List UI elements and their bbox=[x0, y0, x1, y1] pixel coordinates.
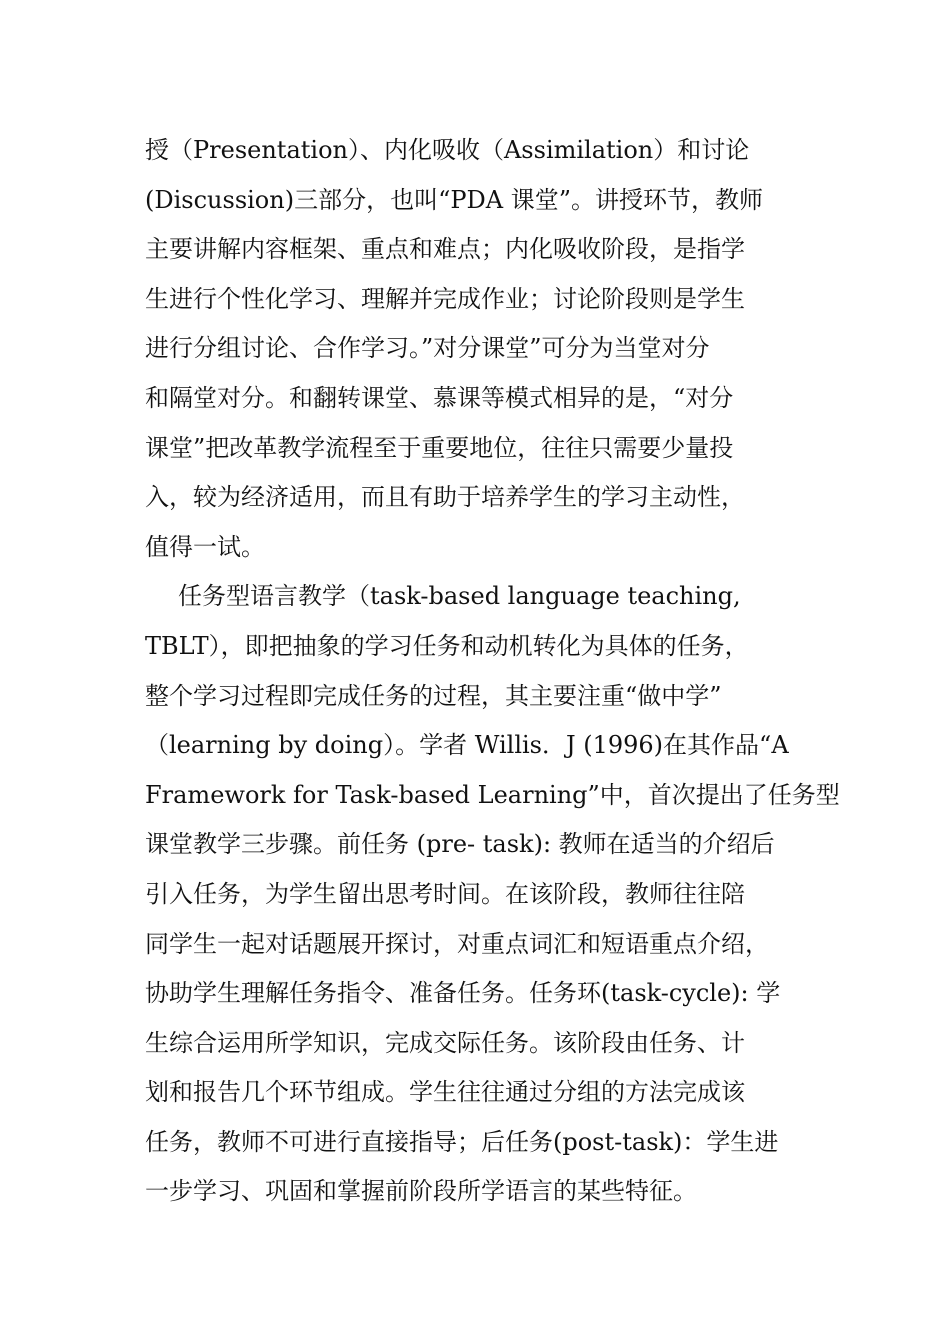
paragraph-pda-classroom bbox=[145, 126, 810, 572]
paragraph-tblt bbox=[145, 572, 840, 1217]
document-body bbox=[145, 126, 840, 1217]
text-line: 课堂”把改革教学流程至于重要地位，往往只需要少量投 bbox=[145, 433, 734, 462]
text-line: 课堂教学三步骤。前任务 (pre- task): 教师在适当的介绍后 bbox=[145, 830, 775, 859]
text-line: 任务，教师不可进行直接指导；后任务(post-task)：学生进 bbox=[145, 1127, 779, 1156]
text-line: 整个学习过程即完成任务的过程，其主要注重“做中学” bbox=[145, 681, 722, 710]
text-line: 引入任务，为学生留出思考时间。在该阶段，教师往往陪 bbox=[145, 879, 745, 908]
text-line: （learning by doing）。学者 Willis．J (1996)在其作品“A bbox=[145, 731, 789, 760]
text-line: TBLT），即把抽象的学习任务和动机转化为具体的任务， bbox=[145, 631, 749, 660]
text-line: 划和报告几个环节组成。学生往往通过分组的方法完成该 bbox=[145, 1078, 745, 1107]
text-line: 生综合运用所学知识，完成交际任务。该阶段由任务、计 bbox=[145, 1028, 745, 1057]
text-line-indented: 任务型语言教学（task-based language teaching, bbox=[178, 582, 741, 611]
text-line: 和隔堂对分。和翻转课堂、慕课等模式相异的是，“对分 bbox=[145, 383, 734, 412]
text-line: 协助学生理解任务指令、准备任务。任务环(task-cycle): 学 bbox=[145, 979, 781, 1008]
text-line: 主要讲解内容框架、重点和难点；内化吸收阶段，是指学 bbox=[145, 235, 745, 264]
text-line: (Discussion)三部分，也叫“PDA 课堂”。讲授环节，教师 bbox=[145, 185, 763, 214]
text-line: 一步学习、巩固和掌握前阶段所学语言的某些特征。 bbox=[145, 1177, 697, 1206]
text-line: 进行分组讨论、合作学习。”对分课堂”可分为当堂对分 bbox=[145, 334, 710, 363]
text-line: 入，较为经济适用，而且有助于培养学生的学习主动性， bbox=[145, 483, 745, 512]
text-line: 生进行个性化学习、理解并完成作业；讨论阶段则是学生 bbox=[145, 284, 745, 313]
text-line: 值得一试。 bbox=[145, 532, 265, 561]
text-line: 授（Presentation）、内化吸收（Assimilation）和讨论 bbox=[145, 136, 750, 164]
text-line: 同学生一起对话题展开探讨，对重点词汇和短语重点介绍， bbox=[145, 929, 769, 958]
text-line: Framework for Task-based Learning”中，首次提出了任务型 bbox=[145, 780, 840, 809]
